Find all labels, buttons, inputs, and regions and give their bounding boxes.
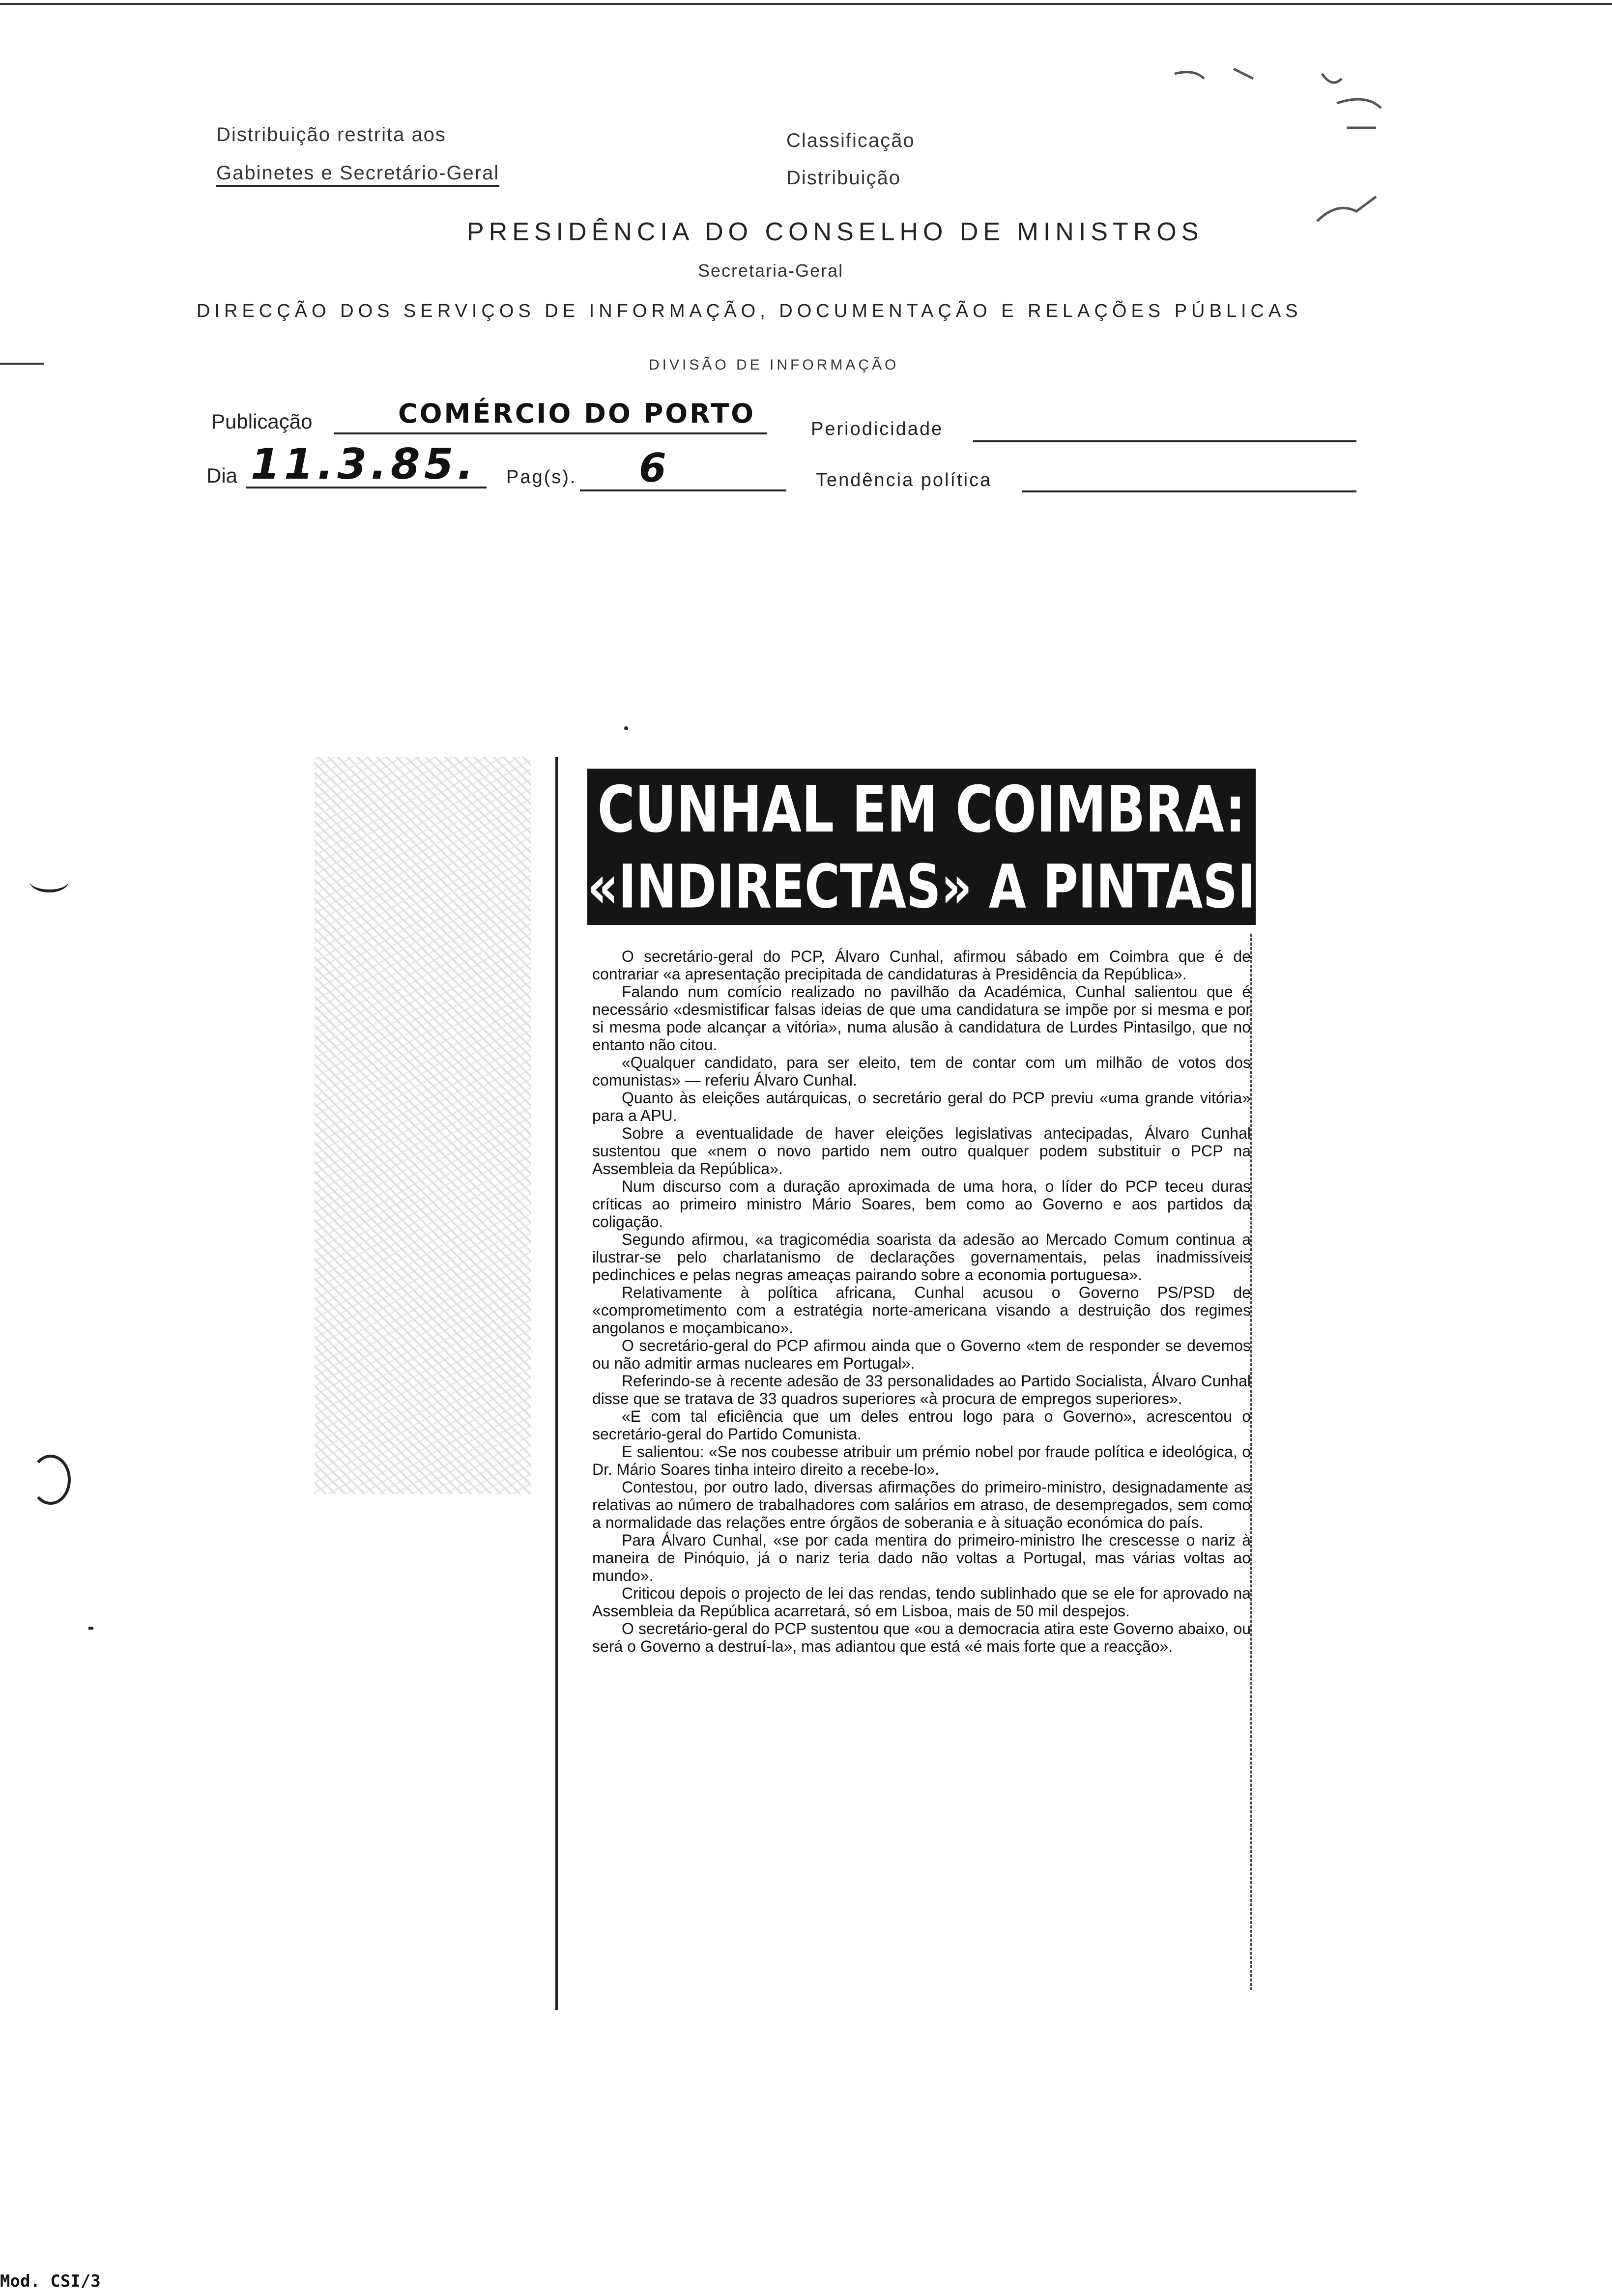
fold-mark-top <box>29 870 69 892</box>
periodicity-field-line <box>973 440 1356 442</box>
article-paragraph: Criticou depois o projecto de lei das rendas, tendo sublinhado que se ele for aprovado na Assembleia da República acarretará, só em Lisboa, mais de 50 mil despejos. <box>592 1584 1251 1620</box>
article-paragraph: Referindo-se à recente adesão de 33 personalidades ao Partido Socialista, Álvaro Cunhal disse que se tratava de 33 quadros superiores «à procura de empregos superiores». <box>592 1372 1251 1407</box>
article-paragraph: O secretário-geral do PCP sustentou que «ou a democracia atira este Governo abaixo, ou será o Governo a destruí-la», mas adiantou que está «é mais forte que a reacção». <box>592 1620 1251 1655</box>
stray-dot <box>88 1627 93 1630</box>
model-code: Mod. CSI/3 <box>0 2271 101 2291</box>
article-paragraph: O secretário-geral do PCP, Álvaro Cunhal, afirmou sábado em Coimbra que é de contrariar «a apresentação precipitada de candidaturas à Presidência da República». <box>592 947 1251 983</box>
stray-dot <box>624 726 628 730</box>
division-label: DIVISÃO DE INFORMAÇÃO <box>649 357 899 373</box>
article-paragraph: O secretário-geral do PCP afirmou ainda que o Governo «tem de responder se devemos ou não admitir armas nucleares em Portugal». <box>592 1337 1251 1372</box>
article-clipping <box>555 757 1367 2010</box>
pages-label: Pag(s). <box>506 467 577 488</box>
periodicity-label: Periodicidade <box>811 419 944 439</box>
scan-noise <box>315 757 531 1494</box>
distribution-line-1: Distribuição restrita aos <box>216 124 446 145</box>
article-body <box>592 947 1251 1655</box>
article-paragraph: «E com tal eficiência que um deles entrou logo para o Governo», acrescentou o secretário-geral do Partido Comunista. <box>592 1407 1251 1443</box>
publication-label: Publicação <box>211 410 313 433</box>
article-paragraph: Quanto às eleições autárquicas, o secretário geral do PCP previu «uma grande vitória» para a APU. <box>592 1089 1251 1124</box>
corner-scribble <box>1160 59 1406 236</box>
handwritten-reference <box>812 903 841 948</box>
article-paragraph: «Qualquer candidato, para ser eleito, tem de contar com um milhão de votos dos comunistas» — referiu Álvaro Cunhal. <box>592 1054 1251 1089</box>
distribution-line-2: Gabinetes e Secretário-Geral <box>216 162 499 187</box>
article-paragraph: Num discurso com a duração aproximada de uma hora, o líder do PCP teceu duras críticas ao primeiro ministro Mário Soares, bem como ao Governo e aos partidos da coligação. <box>592 1177 1251 1231</box>
article-paragraph: Relativamente à política africana, Cunhal acusou o Governo PS/PSD de «comprometimento com a estratégia norte-americana visando a destruição dos regimes angolanos e moçambicano». <box>592 1284 1251 1337</box>
presidency-title: PRESIDÊNCIA DO CONSELHO DE MINISTROS <box>467 218 1204 246</box>
article-paragraph: E salientou: «Se nos coubesse atribuir um prémio nobel por fraude política e ideológica, o Dr. Mário Soares tinha inteiro direito a recebe-lo». <box>592 1443 1251 1478</box>
pages-field-line <box>580 489 786 491</box>
headline-line-2: «INDIRECTAS» A PINTASILGO <box>587 852 1367 922</box>
article-paragraph: Falando num comício realizado no pavilhão da Académica, Cunhal salientou que é necessário «desmistificar falsas ideias de que uma candidatura se impõe por si mesma e por si mesma pode alcançar a vitória», numa alusão à candidatura de Lurdes Pintasilgo, que no entanto não citou. <box>592 983 1251 1054</box>
left-tick <box>0 363 44 365</box>
article-headline <box>587 769 1367 925</box>
article-paragraph: Sobre a eventualidade de haver eleições legislativas antecipadas, Álvaro Cunhal sustentou que «nem o novo partido nem outro qualquer podem substituir o PCP na Assembleia da República». <box>592 1124 1251 1177</box>
top-rule <box>0 3 1612 5</box>
article-paragraph: Contestou, por outro lado, diversas afirmações do primeiro-ministro, designadamente as relativas ao número de trabalhadores com salários em atraso, de desempregados, sem como a normalidade das relações entre órgãos de soberania e à situação económica do país. <box>592 1478 1251 1531</box>
article-paragraph: Para Álvaro Cunhal, «se por cada mentira do primeiro-ministro lhe crescesse o nariz à maneira de Pinóquio, já o nariz teria dado não voltas a Portugal, mas várias voltas ao mundo». <box>592 1531 1251 1584</box>
classification-label: Classificação <box>786 130 915 151</box>
day-value: 11.3.85. <box>251 440 478 489</box>
secretariat-subtitle: Secretaria-Geral <box>698 260 844 281</box>
pages-value: 6 <box>639 445 666 491</box>
directorate-title: DIRECÇÃO DOS SERVIÇOS DE INFORMAÇÃO, DOCUMENTAÇÃO E RELAÇÕES PÚBLICAS <box>197 301 1302 321</box>
tendency-field-line <box>1022 490 1356 492</box>
publication-value: COMÉRCIO DO PORTO <box>398 398 756 429</box>
headline-line-1: CUNHAL EM COIMBRA: <box>597 772 1246 847</box>
publication-field-line <box>334 432 767 434</box>
punch-hole-mark <box>30 1455 71 1505</box>
day-label: Dia <box>206 464 238 487</box>
clipping-right-edge <box>1250 934 1252 1990</box>
distribution-label: Distribuição <box>786 167 901 189</box>
article-paragraph: Segundo afirmou, «a tragicomédia soarista da adesão ao Mercado Comum continua a ilustrar-se pelo charlatanismo de declarações governamentais, pelas inadmissíveis pedinchices e pelas negras ameaças pairando sobre a economia portuguesa». <box>592 1231 1251 1284</box>
tendency-label: Tendência política <box>816 470 992 490</box>
